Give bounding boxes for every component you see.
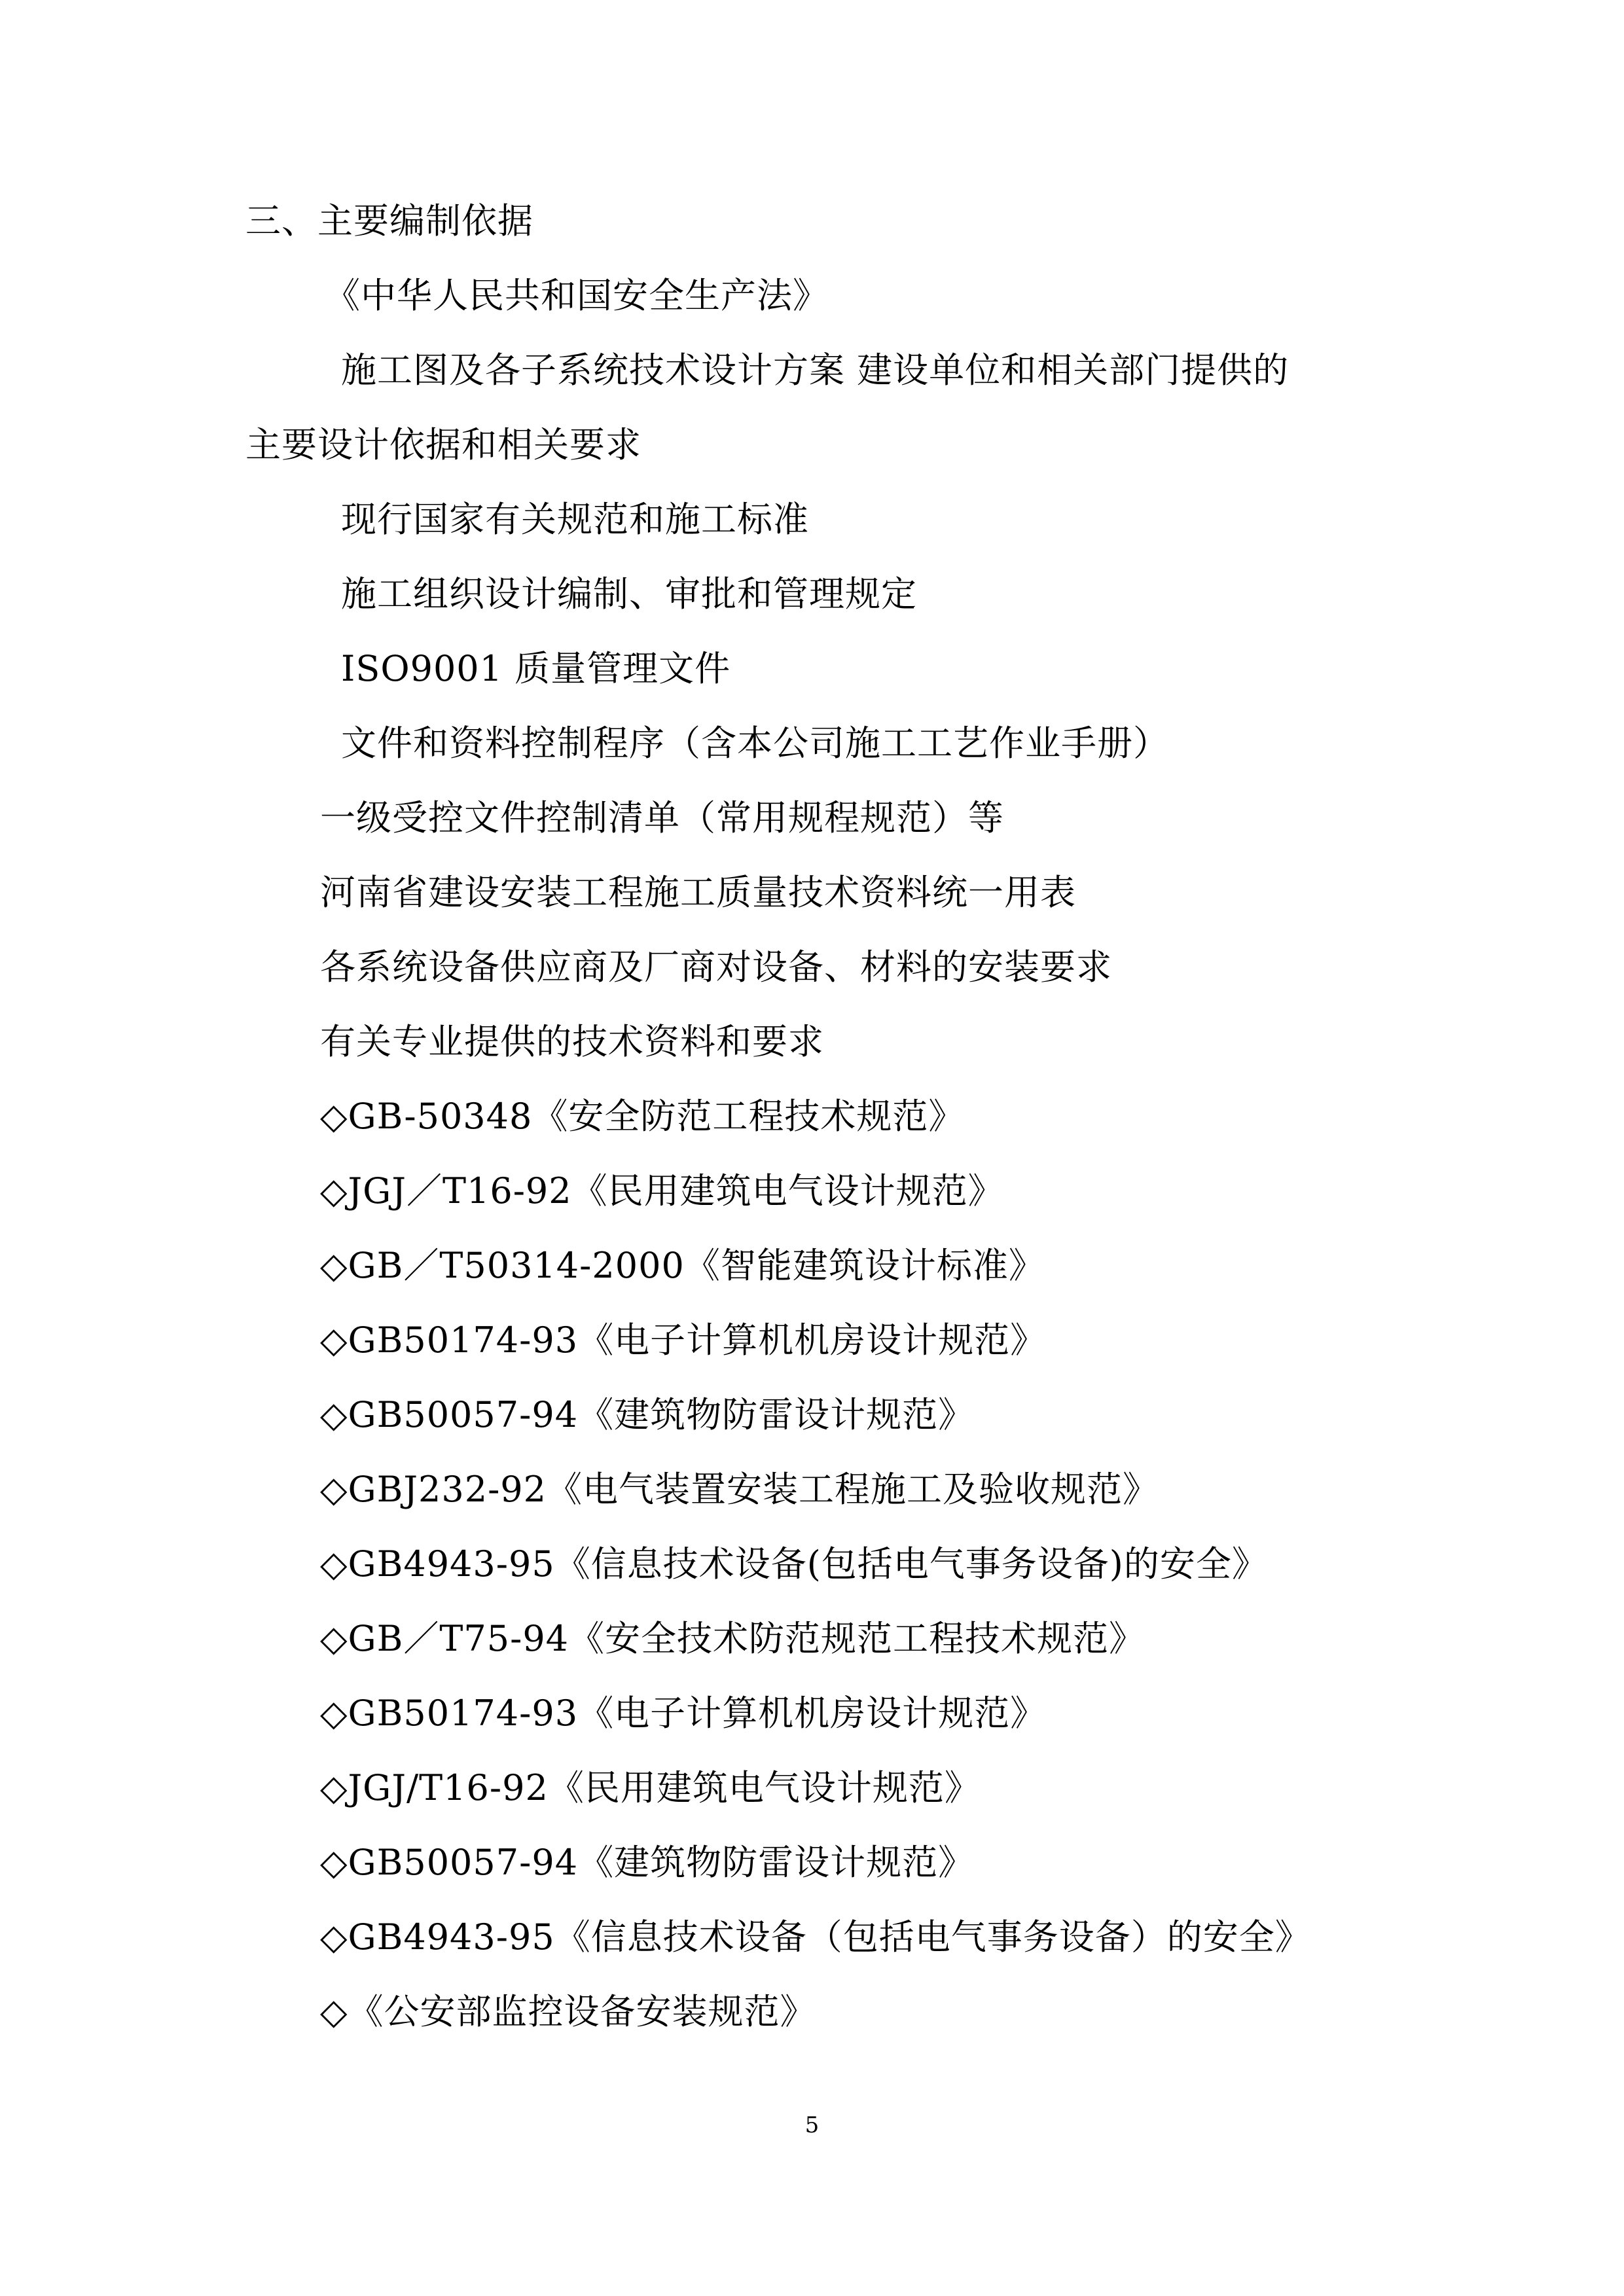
basis-drawings-cont: 主要设计依据和相关要求	[245, 424, 641, 465]
page-number: 5	[804, 2112, 820, 2138]
standard-item: ◇JGJ／T16-92《民用建筑电气设计规范》	[320, 1170, 1004, 1211]
list-item: 有关专业提供的技术资料和要求	[320, 1021, 824, 1062]
standard-item: ◇GB50174-93《电子计算机机房设计规范》	[320, 1319, 1047, 1361]
basis-document-control: 文件和资料控制程序（含本公司施工工艺作业手册）	[341, 723, 1169, 764]
standard-item: ◇GB／T75-94《安全技术防范规范工程技术规范》	[320, 1618, 1146, 1659]
standard-item: ◇GB／T50314-2000《智能建筑设计标准》	[320, 1245, 1045, 1286]
standard-item: ◇《公安部监控设备安装规范》	[320, 1991, 816, 2032]
standard-item: ◇GB50057-94《建筑物防雷设计规范》	[320, 1842, 975, 1883]
standard-item: ◇GB4943-95《信息技术设备(包括电气事务设备)的安全》	[320, 1543, 1268, 1585]
basis-iso9001: ISO9001 质量管理文件	[341, 648, 731, 689]
list-item: 各系统设备供应商及厂商对设备、材料的安装要求	[320, 946, 1112, 988]
standard-item: ◇GBJ232-92《电气装置安装工程施工及验收规范》	[320, 1469, 1159, 1510]
section-heading: 三、主要编制依据	[245, 200, 533, 242]
basis-law: 《中华人民共和国安全生产法》	[325, 275, 829, 316]
basis-drawings: 施工图及各子系统技术设计方案 建设单位和相关部门提供的	[341, 350, 1290, 391]
list-item: 一级受控文件控制清单（常用规程规范）等	[320, 797, 1004, 838]
basis-organization-rules: 施工组织设计编制、审批和管理规定	[341, 573, 917, 615]
standard-item: ◇JGJ/T16-92《民用建筑电气设计规范》	[320, 1767, 981, 1808]
list-item: 河南省建设安装工程施工质量技术资料统一用表	[320, 872, 1076, 913]
standard-item: ◇GB4943-95《信息技术设备（包括电气事务设备）的安全》	[320, 1916, 1311, 1958]
basis-national-standards: 现行国家有关规范和施工标准	[341, 499, 809, 540]
standard-item: ◇GB-50348《安全防范工程技术规范》	[320, 1096, 965, 1137]
standard-item: ◇GB50174-93《电子计算机机房设计规范》	[320, 1693, 1047, 1734]
standard-item: ◇GB50057-94《建筑物防雷设计规范》	[320, 1394, 975, 1435]
